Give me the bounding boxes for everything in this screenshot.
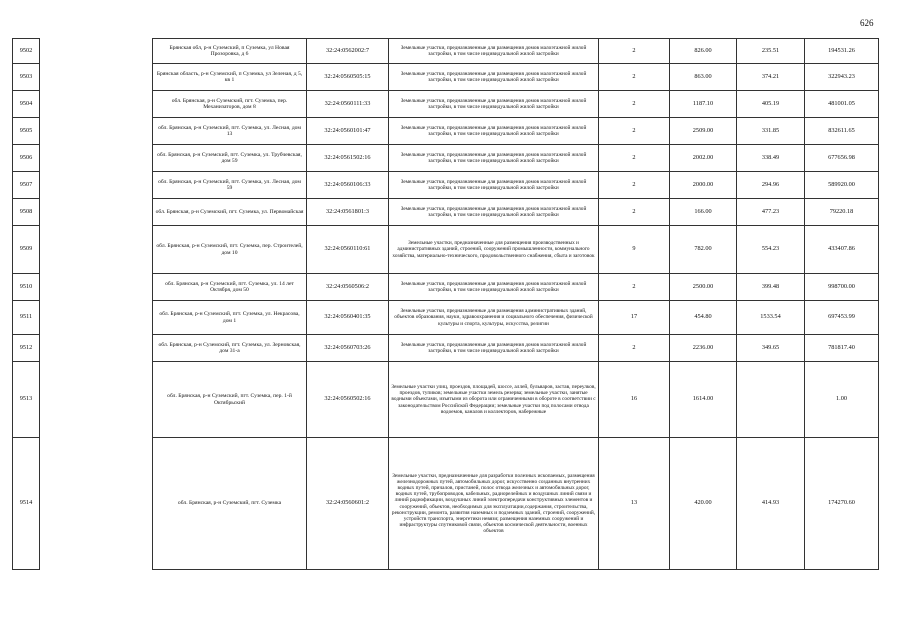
- record-number-cell: 9503: [13, 64, 40, 91]
- cadastral-value-table: [12, 38, 879, 570]
- area-cell: 420.00: [670, 438, 737, 570]
- land-use-cell: Земельные участки, предназначенные для размещения домов малоэтажной жилой застройки, в том числе индивидуальной жилой застройки: [389, 145, 599, 172]
- cadastral-value-cell: 79220.18: [805, 199, 879, 226]
- group-number-cell: 16: [599, 362, 670, 438]
- record-number-cell: 9509: [13, 226, 40, 274]
- table-row: [13, 362, 879, 438]
- land-use-cell: Земельные участки, предназначенные для размещения домов малоэтажной жилой застройки, в том числе индивидуальной жилой застройки: [389, 172, 599, 199]
- cadastral-value-cell: 781817.40: [805, 335, 879, 362]
- spacer-cell: [40, 274, 153, 301]
- spacer-cell: [40, 335, 153, 362]
- page-number: 626: [860, 18, 874, 28]
- address-cell: обл. Брянская, р-н Суземский, пгт. Суземка, пер. Строителей, дом 10: [153, 226, 307, 274]
- record-number-cell: 9505: [13, 118, 40, 145]
- record-number-cell: 9511: [13, 301, 40, 335]
- group-number-cell: 2: [599, 145, 670, 172]
- spacer-cell: [40, 199, 153, 226]
- cadastral-number-cell: 32:24:0561502:16: [307, 145, 389, 172]
- area-cell: 1614.00: [670, 362, 737, 438]
- table-row: [13, 226, 879, 274]
- record-number-cell: 9507: [13, 172, 40, 199]
- address-cell: Брянская область, р-н Суземский, п Суземка, ул Зеленая, д 5, кв 1: [153, 64, 307, 91]
- cadastral-number-cell: 32:24:0560110:61: [307, 226, 389, 274]
- specific-value-cell: 1533.54: [737, 301, 805, 335]
- cadastral-number-cell: 32:24:0562002:7: [307, 39, 389, 64]
- area-cell: 2500.00: [670, 274, 737, 301]
- group-number-cell: 2: [599, 91, 670, 118]
- spacer-cell: [40, 91, 153, 118]
- area-cell: 2236.00: [670, 335, 737, 362]
- spacer-cell: [40, 64, 153, 91]
- group-number-cell: 2: [599, 274, 670, 301]
- cadastral-number-cell: 32:24:0560106:33: [307, 172, 389, 199]
- specific-value-cell: 399.48: [737, 274, 805, 301]
- land-use-cell: Земельные участки, предназначенные для размещения домов малоэтажной жилой застройки, в том числе индивидуальной жилой застройки: [389, 39, 599, 64]
- record-number-cell: 9510: [13, 274, 40, 301]
- cadastral-value-cell: 697453.99: [805, 301, 879, 335]
- spacer-cell: [40, 301, 153, 335]
- address-cell: обл. Брянская, р-н Суземский, пгт. Суземка: [153, 438, 307, 570]
- table-row: [13, 39, 879, 64]
- cadastral-number-cell: 32:24:0560505:15: [307, 64, 389, 91]
- area-cell: 454.80: [670, 301, 737, 335]
- specific-value-cell: 414.93: [737, 438, 805, 570]
- group-number-cell: 2: [599, 118, 670, 145]
- specific-value-cell: 349.65: [737, 335, 805, 362]
- group-number-cell: 2: [599, 39, 670, 64]
- group-number-cell: 2: [599, 172, 670, 199]
- record-number-cell: 9504: [13, 91, 40, 118]
- group-number-cell: 2: [599, 199, 670, 226]
- land-use-cell: Земельные участки, предназначенные для размещения домов малоэтажной жилой застройки, в том числе индивидуальной жилой застройки: [389, 64, 599, 91]
- spacer-cell: [40, 226, 153, 274]
- specific-value-cell: 405.19: [737, 91, 805, 118]
- land-use-cell: Земельные участки, предназначенные для размещения административных зданий, объектов образования, науки, здравоохранения и социального обеспечения, физической культуры и спорта, культуры, искусства, религии: [389, 301, 599, 335]
- table-row: [13, 172, 879, 199]
- table-row: [13, 274, 879, 301]
- cadastral-number-cell: 32:24:0560601:2: [307, 438, 389, 570]
- spacer-cell: [40, 362, 153, 438]
- cadastral-value-cell: 589920.00: [805, 172, 879, 199]
- land-use-cell: Земельные участки улиц, проездов, площадей, шоссе, аллей, бульваров, застав, переулков, проездов, тупиков; земельные участки земель резерва; земельные участки, занятые водными объектами, изъятыми из оборота или ограниченными в обороте в соответствии с законодательством Российской Федерации; земельные участки под полосами отвода водоемов, каналов и коллекторов, набережные: [389, 362, 599, 438]
- group-number-cell: 2: [599, 64, 670, 91]
- table-row: [13, 118, 879, 145]
- record-number-cell: 9506: [13, 145, 40, 172]
- spacer-cell: [40, 118, 153, 145]
- spacer-cell: [40, 172, 153, 199]
- cadastral-value-cell: 481001.05: [805, 91, 879, 118]
- cadastral-value-cell: 677656.98: [805, 145, 879, 172]
- area-cell: 826.00: [670, 39, 737, 64]
- address-cell: обл. Брянская, р-н Суземский, пгт. Суземка, ул. Зерновская, дом 31-а: [153, 335, 307, 362]
- land-use-cell: Земельные участки, предназначенные для размещения домов малоэтажной жилой застройки, в том числе индивидуальной жилой застройки: [389, 91, 599, 118]
- spacer-cell: [40, 145, 153, 172]
- cadastral-value-cell: 998700.00: [805, 274, 879, 301]
- cadastral-number-cell: 32:24:0560506:2: [307, 274, 389, 301]
- cadastral-value-cell: 1.00: [805, 362, 879, 438]
- address-cell: обл. Брянская, р-н Суземский, пгт. Суземка, ул. Трубчевская, дом 59: [153, 145, 307, 172]
- cadastral-value-cell: 194531.26: [805, 39, 879, 64]
- specific-value-cell: 331.85: [737, 118, 805, 145]
- address-cell: обл. Брянская, р-н Суземский, пгт. Суземка, ул. Первомайская: [153, 199, 307, 226]
- area-cell: 2000.00: [670, 172, 737, 199]
- specific-value-cell: 294.96: [737, 172, 805, 199]
- table-row: [13, 145, 879, 172]
- table-row: [13, 438, 879, 570]
- specific-value-cell: [737, 362, 805, 438]
- cadastral-number-cell: 32:24:0560111:33: [307, 91, 389, 118]
- area-cell: 2509.00: [670, 118, 737, 145]
- address-cell: обл. Брянская, р-н Суземский, пгт. Суземка, ул. 14 лет Октября, дом 50: [153, 274, 307, 301]
- cadastral-value-cell: 322943.23: [805, 64, 879, 91]
- table-row: [13, 64, 879, 91]
- address-cell: обл. Брянская, р-н Суземский, пгт. Суземка, ул. Лесная, дом 13: [153, 118, 307, 145]
- land-use-cell: Земельные участки, предназначенные для размещения производственных и административных зданий, строений, сооружений промышленности, коммунального хозяйства, материально-технического, продовольственного снабжения, сбыта и заготовок: [389, 226, 599, 274]
- cadastral-number-cell: 32:24:0560401:35: [307, 301, 389, 335]
- land-use-cell: Земельные участки, предназначенные для размещения домов малоэтажной жилой застройки, в том числе индивидуальной жилой застройки: [389, 274, 599, 301]
- table-row: [13, 199, 879, 226]
- specific-value-cell: 235.51: [737, 39, 805, 64]
- cadastral-number-cell: 32:24:0561801:3: [307, 199, 389, 226]
- address-cell: обл. Брянская, р-н Суземский, пгт. Суземка, ул. Некрасова, дом 1: [153, 301, 307, 335]
- land-use-cell: Земельные участки, предназначенные для размещения домов малоэтажной жилой застройки, в том числе индивидуальной жилой застройки: [389, 199, 599, 226]
- area-cell: 2002.00: [670, 145, 737, 172]
- address-cell: обл. Брянская, р-н Суземский, пгт. Суземка, ул. Лесная, дом 59: [153, 172, 307, 199]
- record-number-cell: 9502: [13, 39, 40, 64]
- cadastral-value-cell: 174270.60: [805, 438, 879, 570]
- specific-value-cell: 477.23: [737, 199, 805, 226]
- spacer-cell: [40, 39, 153, 64]
- land-use-cell: Земельные участки, предназначенные для разработки полезных ископаемых, размещения железнодорожных путей, автомобильных дорог, искусственно созданных внутренних водных путей, причалов, пристаней, полос отвода железных и автомобильных дорог, водных путей, трубопроводов, кабельных, радиорелейных и воздушных линий связи и линий радиофикации, воздушных линий электропередачи конструктивных элементов и сооружений, объектов, необходимых для эксплуатации,содержания, строительства, реконструкции, ремонта, развития наземных и подземных зданий, строений, сооружений, устройств транспорта, энергетики невязи; размещения наземных сооружений и инфраструктуры спутниковой связи, объектов космической деятельности, военных объектов: [389, 438, 599, 570]
- table-row: [13, 335, 879, 362]
- record-number-cell: 9508: [13, 199, 40, 226]
- cadastral-value-cell: 832611.65: [805, 118, 879, 145]
- address-cell: обл. Брянская, р-н Суземский, пгт. Суземка, пер. 1-й Октябрьский: [153, 362, 307, 438]
- area-cell: 863.00: [670, 64, 737, 91]
- specific-value-cell: 374.21: [737, 64, 805, 91]
- cadastral-number-cell: 32:24:0560703:26: [307, 335, 389, 362]
- spacer-cell: [40, 438, 153, 570]
- address-cell: Брянская обл, р-н Суземский, п Суземка, ул Новая Прозоровка, д 6: [153, 39, 307, 64]
- cadastral-value-cell: 433407.86: [805, 226, 879, 274]
- area-cell: 1187.10: [670, 91, 737, 118]
- specific-value-cell: 338.49: [737, 145, 805, 172]
- cadastral-number-cell: 32:24:0560101:47: [307, 118, 389, 145]
- address-cell: обл. Брянская, р-н Суземский, пгт. Суземка, пер. Механизаторов, дом 8: [153, 91, 307, 118]
- record-number-cell: 9514: [13, 438, 40, 570]
- group-number-cell: 13: [599, 438, 670, 570]
- land-use-cell: Земельные участки, предназначенные для размещения домов малоэтажной жилой застройки, в том числе индивидуальной жилой застройки: [389, 118, 599, 145]
- group-number-cell: 17: [599, 301, 670, 335]
- area-cell: 782.00: [670, 226, 737, 274]
- table-row: [13, 301, 879, 335]
- specific-value-cell: 554.23: [737, 226, 805, 274]
- table-row: [13, 91, 879, 118]
- land-use-cell: Земельные участки, предназначенные для размещения домов малоэтажной жилой застройки, в том числе индивидуальной жилой застройки: [389, 335, 599, 362]
- cadastral-number-cell: 32:24:0560502:16: [307, 362, 389, 438]
- record-number-cell: 9512: [13, 335, 40, 362]
- group-number-cell: 9: [599, 226, 670, 274]
- group-number-cell: 2: [599, 335, 670, 362]
- record-number-cell: 9513: [13, 362, 40, 438]
- area-cell: 166.00: [670, 199, 737, 226]
